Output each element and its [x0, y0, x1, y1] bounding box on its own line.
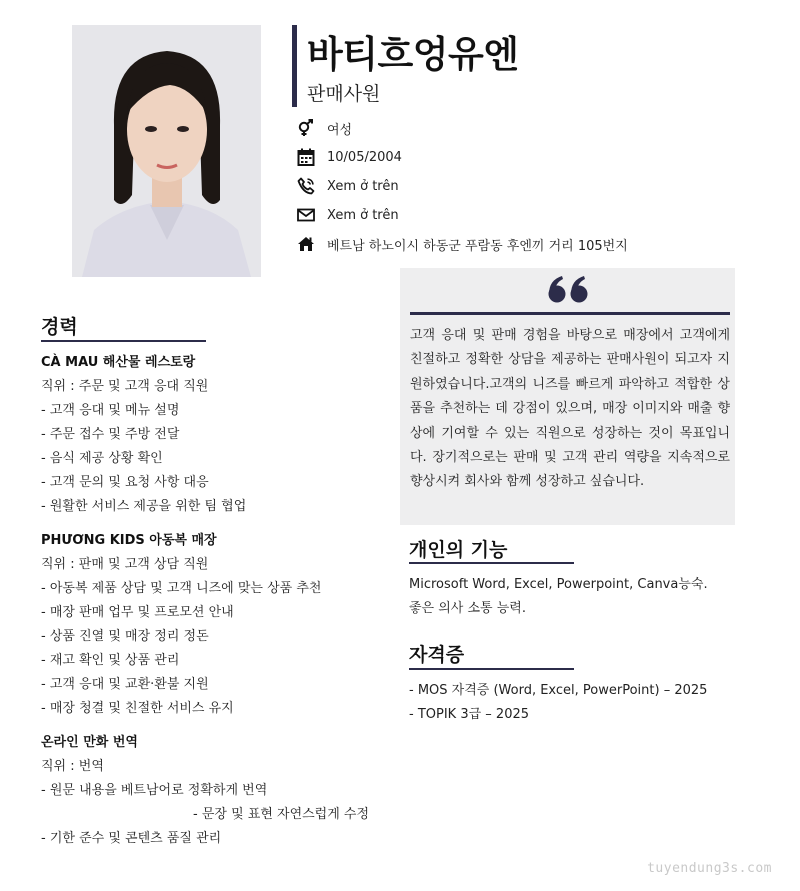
- objective-text: 고객 응대 및 판매 경험을 바탕으로 매장에서 고객에게 친절하고 정확한 상담을 제공하는 판매사원이 되고자 지원하였습니다.고객의 니즈를 빠르게 파악하고 적합한 상품을 추천하는 데 강점이 있으며, 매장 이미지와 매출 향상에 기여할 수 있는 직원으로 성장하는 것이 목표입니다. 장기적으로는 판매 및 고객 관리 역량을 지속적으로 향상시켜 회사와 함께 성장하고 싶습니다.: [410, 328, 730, 490]
- experience-job-2: [41, 529, 321, 721]
- job-position: 직위 : 주문 및 고객 응대 직원: [41, 379, 209, 394]
- job-duty: - 상품 진열 및 매장 정리 정돈: [41, 629, 209, 644]
- certificates-title: 자격증: [409, 644, 465, 666]
- gender-text: 여성: [327, 122, 353, 138]
- job-duty: - 재고 확인 및 상품 관리: [41, 653, 180, 668]
- skills-rule: [409, 562, 574, 564]
- job-duty: - 고객 문의 및 요청 사항 대응: [41, 475, 209, 490]
- contact-gender: [296, 117, 352, 139]
- phone-icon: [296, 176, 316, 196]
- skills-list: [409, 573, 708, 621]
- experience-title: 경력: [41, 316, 78, 338]
- company-name: PHƯƠNG KIDS 아동복 매장: [41, 533, 217, 548]
- objective-rule: [410, 312, 730, 315]
- contact-phone: [296, 175, 399, 197]
- job-duty: - 주문 접수 및 주방 전달: [41, 427, 180, 442]
- job-duty: - 고객 응대 및 교환·환불 지원: [41, 677, 209, 692]
- skills-title: 개인의 기능: [409, 539, 508, 561]
- job-duty: - 고객 응대 및 메뉴 설명: [41, 403, 180, 418]
- job-title: 판매사원: [307, 83, 381, 105]
- job-duty: - 원문 내용을 베트남어로 정확하게 번역: [41, 783, 268, 798]
- certificate-item: - MOS 자격증 (Word, Excel, PowerPoint) – 2025: [409, 683, 708, 698]
- job-duty: - 기한 준수 및 콘텐츠 품질 관리: [41, 831, 222, 846]
- experience-job-3: [41, 731, 369, 851]
- job-duty: - 음식 제공 상황 확인: [41, 451, 163, 466]
- job-duty: - 아동복 제품 상담 및 고객 니즈에 맞는 상품 추천: [41, 581, 322, 596]
- watermark: tuyendung3s.com: [647, 861, 772, 876]
- job-duty: - 매장 청결 및 친절한 서비스 유지: [41, 701, 234, 716]
- profile-photo: [72, 25, 261, 277]
- certificate-item: - TOPIK 3급 – 2025: [409, 707, 530, 722]
- email-icon: [296, 205, 316, 225]
- objective-box: [400, 268, 735, 525]
- experience-rule: [41, 340, 206, 342]
- job-position: 직위 : 판매 및 고객 상담 직원: [41, 557, 209, 572]
- birthdate-text: 10/05/2004: [327, 149, 402, 165]
- job-duty: - 원활한 서비스 제공을 위한 팀 협업: [41, 499, 247, 514]
- contact-birthdate: [296, 146, 402, 168]
- candidate-name: 바티흐엉유엔: [307, 33, 519, 76]
- certificates-list: [409, 679, 707, 727]
- job-duty: - 문장 및 표현 자연스럽게 수정: [193, 807, 370, 822]
- gender-icon: [296, 118, 316, 138]
- contact-email: [296, 204, 399, 226]
- phone-text: Xem ở trên: [327, 178, 399, 194]
- company-name: 온라인 만화 번역: [41, 735, 138, 750]
- address-text: 베트남 하노이시 하동군 푸람동 후엔끼 거리 105번지: [327, 238, 628, 254]
- skill-item: 좋은 의사 소통 능력.: [409, 601, 526, 616]
- experience-job-1: [41, 351, 246, 519]
- contact-address: [296, 233, 628, 255]
- portrait-illustration: [72, 25, 261, 277]
- email-text: Xem ở trên: [327, 207, 399, 223]
- calendar-icon: [296, 147, 316, 167]
- company-name: CÀ MAU 해산물 레스토랑: [41, 355, 196, 370]
- certificates-rule: [409, 668, 574, 670]
- job-position: 직위 : 번역: [41, 759, 104, 774]
- quote-icon: [548, 276, 590, 308]
- skill-item: Microsoft Word, Excel, Powerpoint, Canva능숙.: [409, 577, 708, 592]
- home-icon: [296, 234, 316, 254]
- header-accent-bar: [292, 25, 297, 107]
- job-duty: - 매장 판매 업무 및 프로모션 안내: [41, 605, 234, 620]
